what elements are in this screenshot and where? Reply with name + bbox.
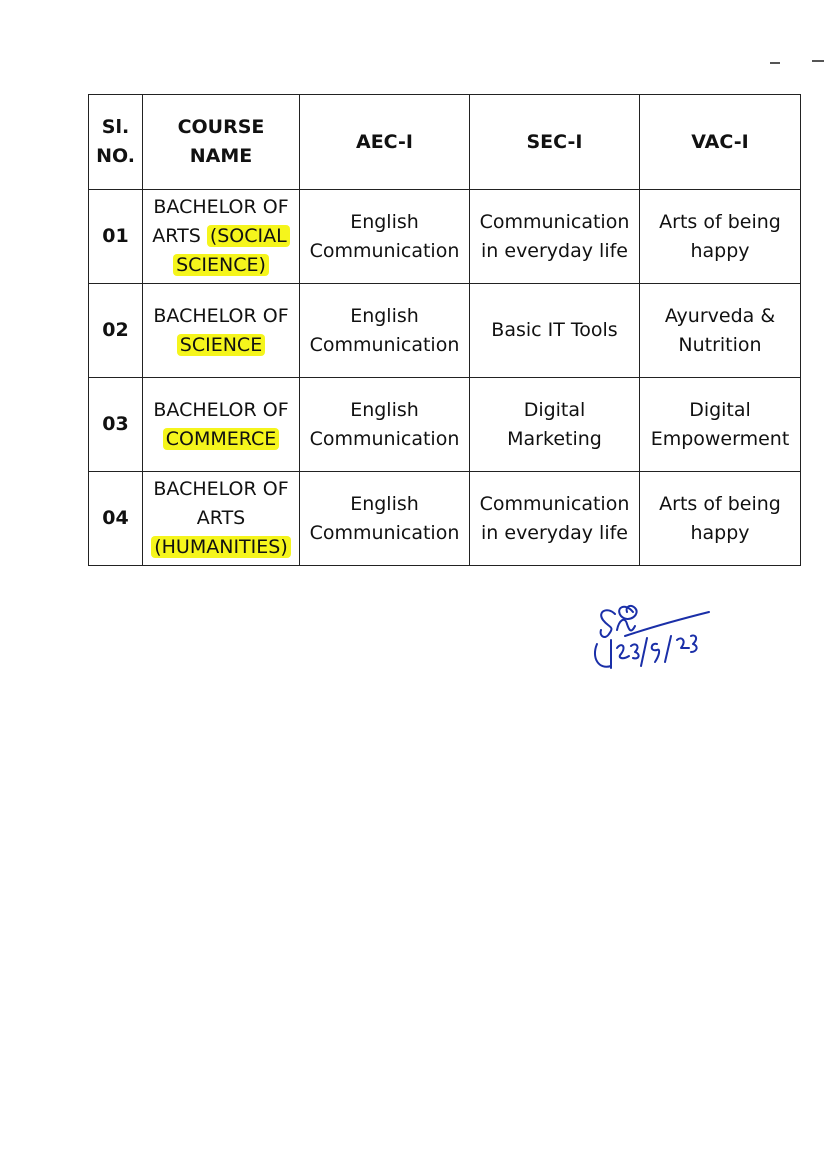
aec-line: Communication	[309, 239, 460, 262]
vac-line: Digital	[689, 398, 751, 421]
vac-line: Empowerment	[650, 427, 790, 450]
vac-line: happy	[690, 521, 750, 544]
course-name-cell	[143, 472, 300, 566]
course-name-cell	[143, 284, 300, 378]
table-row	[89, 190, 801, 284]
course-line: ARTS	[196, 507, 246, 529]
course-line: BACHELOR OF	[153, 478, 289, 500]
aec-line: Communication	[309, 333, 460, 356]
header-vac: VAC-I	[640, 95, 801, 190]
vac-cell	[640, 378, 801, 472]
header-row	[89, 95, 801, 190]
sec-cell	[470, 190, 640, 284]
vac-cell	[640, 284, 801, 378]
vac-line: Arts of being	[659, 210, 781, 233]
table-row	[89, 284, 801, 378]
course-line	[146, 222, 296, 251]
vac-line: happy	[690, 239, 750, 262]
header-course-line1: COURSE	[177, 116, 265, 138]
highlighted-text: (SOCIAL	[207, 225, 290, 247]
sec-cell: Basic IT Tools	[470, 284, 640, 378]
sec-line: in everyday life	[481, 239, 628, 262]
table-row	[89, 472, 801, 566]
aec-cell	[300, 284, 470, 378]
signature	[585, 600, 715, 675]
aec-line: English	[350, 210, 419, 233]
vac-line: Arts of being	[659, 492, 781, 515]
sl-no-cell: 03	[89, 378, 143, 472]
course-name-cell	[143, 378, 300, 472]
scan-mark	[812, 60, 824, 62]
sl-no-cell: 01	[89, 190, 143, 284]
header-course-name	[143, 95, 300, 190]
aec-line: English	[350, 398, 419, 421]
sl-no-cell: 04	[89, 472, 143, 566]
sec-line: Communication	[479, 210, 630, 233]
highlighted-text: COMMERCE	[163, 428, 280, 450]
course-word: ARTS	[152, 225, 201, 247]
course-line: BACHELOR OF	[153, 196, 289, 218]
sec-line: Communication	[479, 492, 630, 515]
vac-cell	[640, 472, 801, 566]
course-line: BACHELOR OF	[153, 398, 289, 421]
course-line	[146, 331, 296, 360]
aec-line: Communication	[309, 521, 460, 544]
header-sl-line1: Sl.	[101, 116, 130, 138]
sl-no-cell: 02	[89, 284, 143, 378]
aec-line: English	[350, 492, 419, 515]
highlighted-text: (HUMANITIES)	[151, 536, 291, 558]
vac-line: Ayurveda &	[664, 304, 776, 327]
course-line	[146, 533, 296, 562]
vac-line: Nutrition	[678, 333, 762, 356]
vac-cell	[640, 190, 801, 284]
course-line: BACHELOR OF	[153, 304, 289, 327]
header-sec: SEC-I	[470, 95, 640, 190]
aec-line: English	[350, 304, 419, 327]
course-line	[146, 251, 296, 280]
courses-table	[88, 94, 801, 566]
header-aec: AEC-I	[300, 95, 470, 190]
aec-cell	[300, 472, 470, 566]
highlighted-text: SCIENCE)	[173, 254, 269, 276]
aec-cell	[300, 190, 470, 284]
header-sl-line2: NO.	[96, 145, 135, 167]
sec-line: in everyday life	[481, 521, 628, 544]
course-name-cell	[143, 190, 300, 284]
sec-cell	[470, 472, 640, 566]
sec-line: Digital	[523, 398, 586, 421]
header-sl-no	[89, 95, 143, 190]
aec-cell	[300, 378, 470, 472]
table-row	[89, 378, 801, 472]
sec-line: Marketing	[507, 427, 602, 450]
highlighted-text: SCIENCE	[177, 334, 265, 356]
aec-line: Communication	[309, 427, 460, 450]
header-course-line2: NAME	[189, 145, 253, 167]
sec-cell	[470, 378, 640, 472]
scan-mark	[770, 62, 780, 64]
course-line	[146, 425, 296, 454]
